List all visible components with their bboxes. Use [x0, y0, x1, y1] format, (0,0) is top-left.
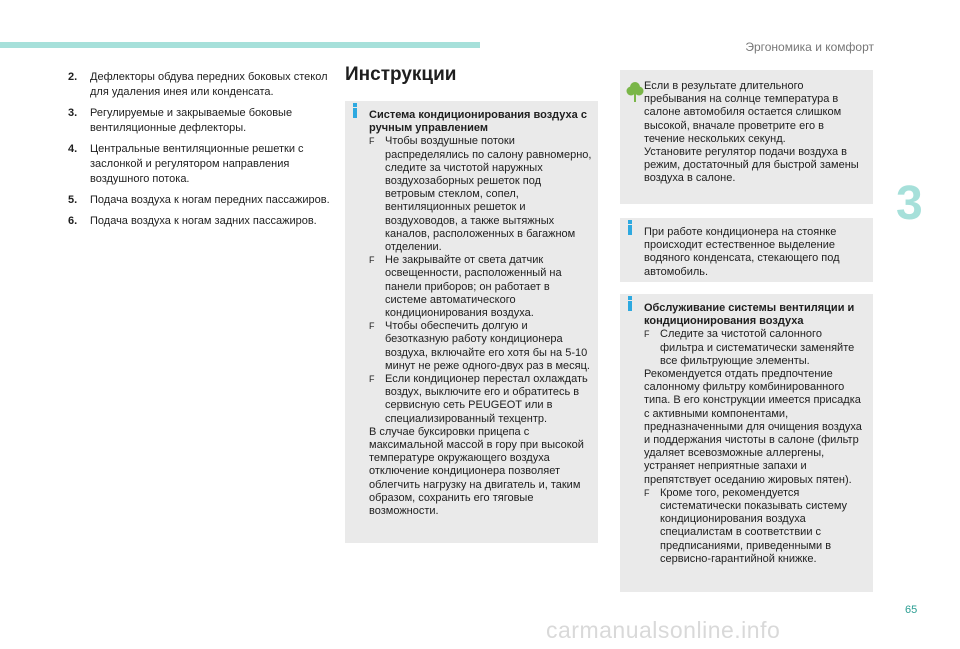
list-item-text: Дефлекторы обдува передних боковых стекол для удаления инея или конденсата.	[90, 71, 328, 98]
instructions-title: Инструкции	[345, 64, 457, 85]
list-item-number: 6.	[68, 215, 78, 227]
list-item-number: 4.	[68, 143, 78, 155]
info-text: При работе кондиционера на стоянке происходит естественное выделение водяного конденсата, стекающего под автомобиль.	[644, 226, 840, 278]
maintenance-paragraph: Рекомендуется отдать предпочтение салонному фильтру комбинированного типа. В его конструкции имеется присадка с активными компонентами, предназначенными для очищения воздуха и поддержания чистоты в салоне (фильтр удаляет всевозможные аллергены, устраняет неприятные запахи и препятствует оседанию жировых пятен).	[644, 368, 862, 486]
bullet-item	[369, 254, 592, 320]
bullet-text: Следите за чистотой салонного фильтра и систематически заменяйте все фильтрующие элементы.	[660, 328, 855, 367]
eco-box	[620, 70, 873, 204]
list-item-text: Регулируемые и закрываемые боковые вентиляционные дефлекторы.	[90, 107, 293, 134]
bullet-icon: F	[644, 329, 650, 340]
list-item-number: 5.	[68, 194, 78, 206]
list-item-number: 2.	[68, 71, 78, 83]
bullet-icon: F	[644, 487, 650, 498]
bullet-text: Кроме того, рекомендуется систематически показывать систему кондиционирования воздуха специалистам в соответствии с предписаниями, приведенными в сервисно-гарантийной книжке.	[660, 486, 848, 565]
list-item	[68, 70, 330, 100]
bullet-icon: F	[369, 255, 375, 266]
bullet-text: Чтобы воздушные потоки распределялись по салону равномерно, следите за чистотой наружных воздухозаборных решеток под ветровым стеклом, сопел, вентиляционных решеток и воздуховодов, а также вытяжных каналов, расположенных в багажном отделении.	[385, 135, 592, 254]
info-icon	[353, 103, 357, 118]
eco-tree-icon	[626, 81, 644, 103]
bullet-icon: F	[369, 374, 375, 385]
instructions-box	[345, 101, 598, 543]
bullet-item	[644, 328, 867, 368]
section-title: Эргономика и комфорт	[745, 40, 874, 54]
box-heading: Система кондиционирования воздуха с ручным управлением	[369, 109, 587, 135]
bullet-icon: F	[369, 321, 375, 332]
eco-paragraph-1: Если в результате длительного пребывания на солнце температура в салоне автомобиля остается слишком высокой, вначале проветрите его в течение нескольких секунд.	[644, 80, 842, 145]
list-item-text: Подача воздуха к ногам задних пассажиров.	[90, 215, 317, 227]
eco-paragraph-2: Установите регулятор подачи воздуха в режим, достаточный для быстрой замены воздуха в салоне.	[644, 146, 859, 185]
bullet-item	[369, 320, 592, 373]
box-footer-text: В случае буксировки прицепа с максимальной массой в гору при высокой температуре окружающего воздуха отключение кондиционера позволяет облегчить нагрузку на двигатель и, таким образом, сохранить его тяговые возможности.	[369, 425, 584, 518]
list-item	[68, 142, 330, 187]
page-number: 65	[905, 604, 918, 616]
header-accent-bar	[0, 42, 480, 48]
info-icon	[628, 296, 632, 311]
info-box-maintenance	[620, 294, 873, 592]
bullet-item	[644, 487, 867, 566]
bullet-item	[369, 373, 592, 426]
info-icon	[628, 220, 632, 235]
list-item-text: Подача воздуха к ногам передних пассажиров.	[90, 194, 330, 206]
bullet-text: Не закрывайте от света датчик освещенности, расположенный на панели приборов; он работает в системе автоматического кондиционирования воздуха.	[385, 254, 562, 320]
info-box-condensation	[620, 218, 873, 282]
bullet-item	[369, 135, 592, 254]
list-item-number: 3.	[68, 107, 78, 119]
bullet-icon: F	[369, 136, 375, 147]
list-item	[68, 214, 330, 229]
numbered-list	[68, 70, 330, 235]
list-item-text: Центральные вентиляционные решетки с заслонкой и регулятором направления воздушного потока.	[90, 143, 304, 185]
watermark: carmanualsonline.info	[546, 617, 781, 643]
box-heading: Обслуживание системы вентиляции и кондиционирования воздуха	[644, 302, 855, 328]
chapter-number: 3	[896, 177, 923, 230]
list-item	[68, 106, 330, 136]
bullet-text: Чтобы обеспечить долгую и безотказную работу кондиционера воздуха, включайте его хотя бы на 5-10 минут не реже одного-двух раз в месяц.	[385, 320, 590, 372]
list-item	[68, 193, 330, 208]
bullet-text: Если кондиционер перестал охлаждать воздух, выключите его и обратитесь в сервисную сеть PEUGEOT или в специализированный техцентр.	[385, 373, 588, 425]
